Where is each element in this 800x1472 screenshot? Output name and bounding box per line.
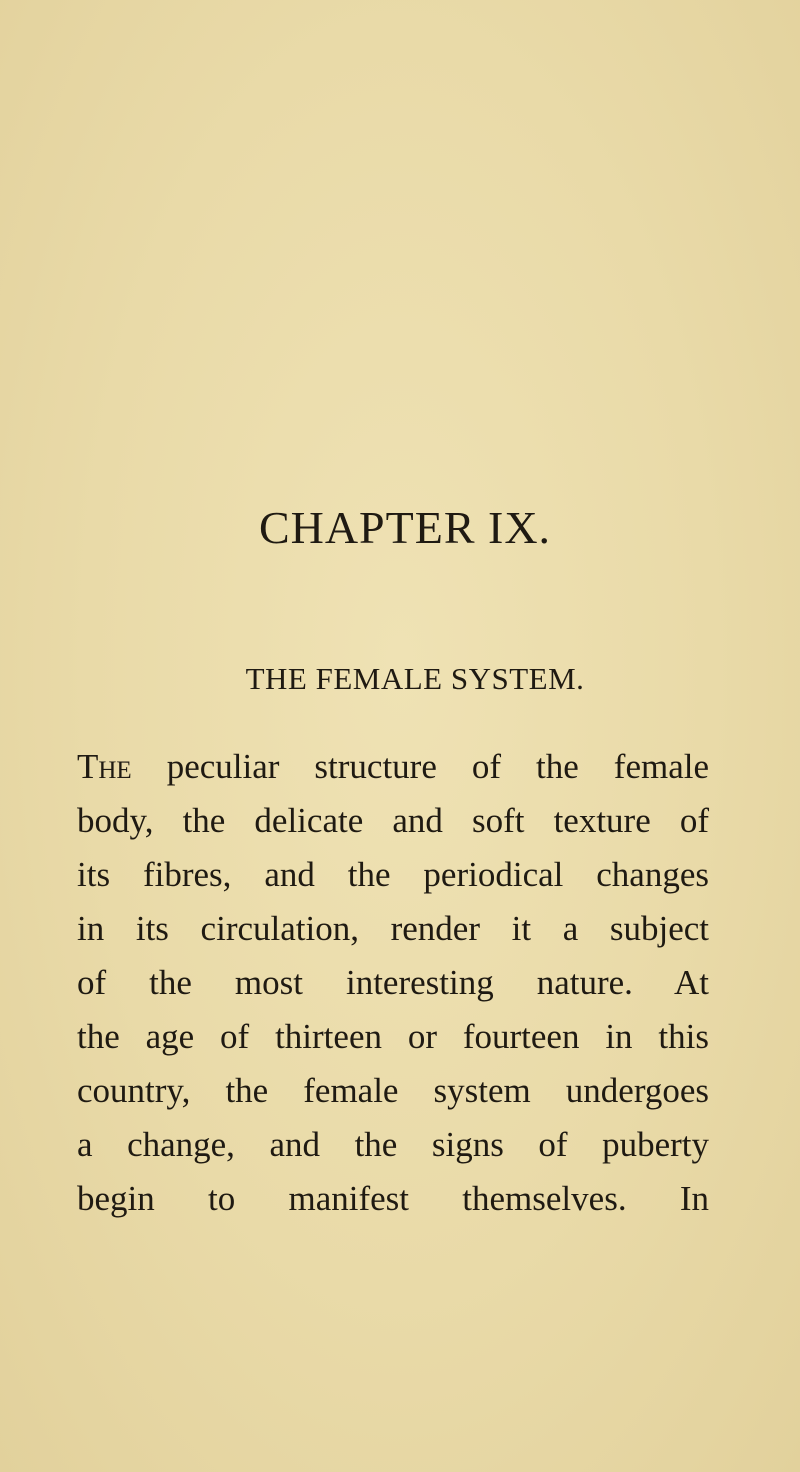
- text-line-4: in its circulation, render it a subject: [77, 909, 709, 948]
- body-paragraph: [77, 740, 709, 1226]
- first-line-rest: peculiar structure of the female: [131, 747, 709, 786]
- text-line-7: country, the female system undergoes: [77, 1071, 709, 1110]
- section-heading: THE FEMALE SYSTEM.: [245, 661, 585, 696]
- text-line-8: a change, and the signs of puberty: [77, 1125, 709, 1164]
- text-line-1: [77, 740, 709, 794]
- chapter-heading: CHAPTER IX.: [258, 502, 552, 553]
- text-line-5: of the most interesting nature. At: [77, 963, 709, 1002]
- text-line-2: body, the delicate and soft texture of: [77, 801, 709, 840]
- text-line-6: the age of thirteen or fourteen in this: [77, 1017, 709, 1056]
- opening-word: The: [77, 747, 132, 786]
- text-line-9: begin to manifest themselves. In: [77, 1179, 709, 1218]
- text-line-3: its fibres, and the periodical changes: [77, 855, 709, 894]
